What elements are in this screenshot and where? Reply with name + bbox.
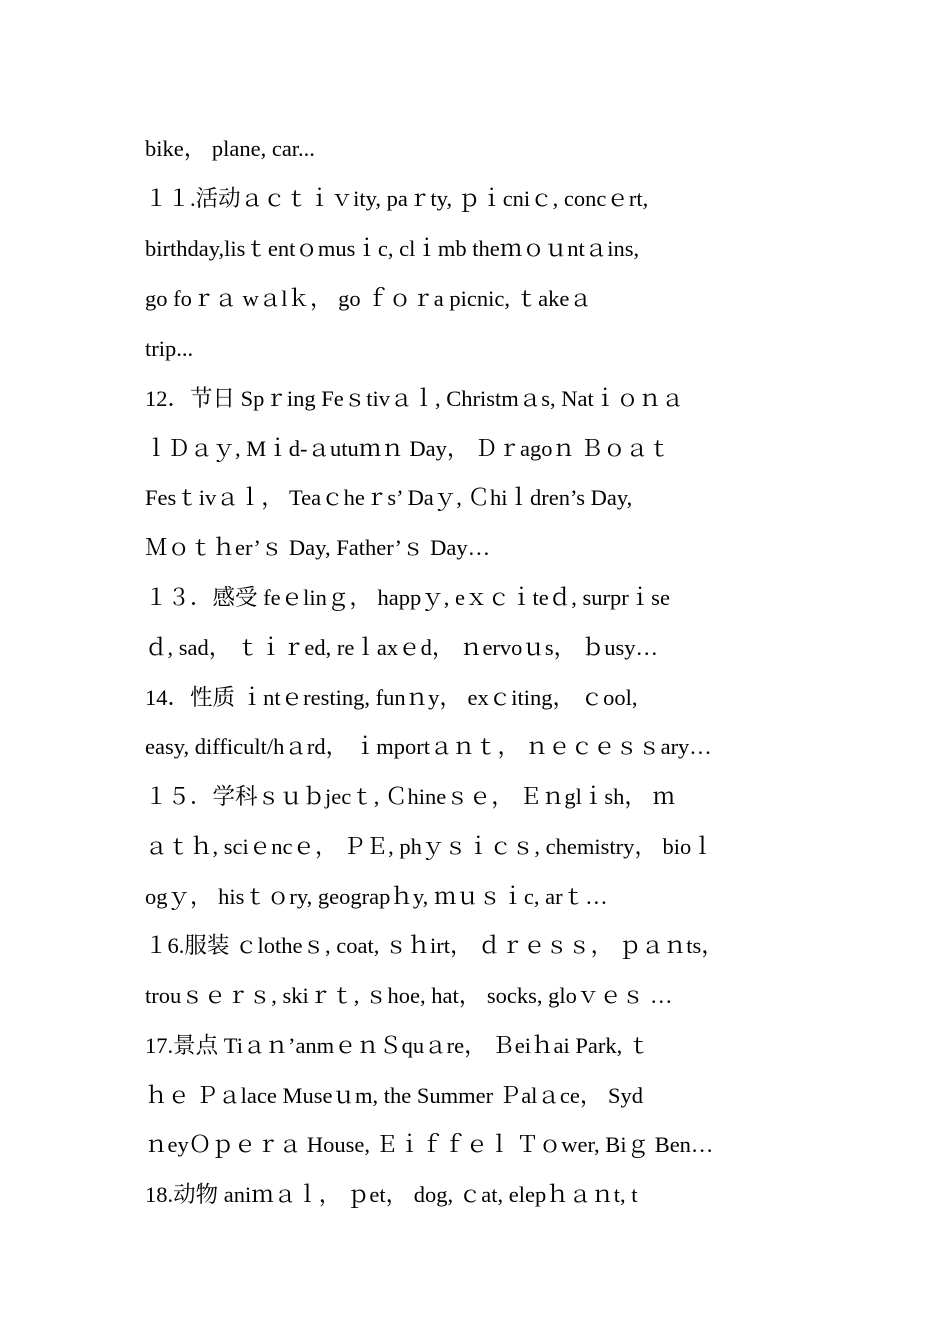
text-line: Ｍｏｔｈer’ｓ Day, Father’ｓ Day…: [145, 535, 491, 560]
text-line: easy, difficult/hａrd， ｉmportａｎｔ， ｎｅｃｅｓｓary…: [145, 734, 712, 759]
text-line: trip...: [145, 336, 194, 361]
text-line: bike， plane, car...: [145, 136, 315, 161]
text-line: 18.动物 aniｍａｌ， ｐet， dog, ｃat, elepｈａｎt, t: [145, 1182, 638, 1207]
text-line: 12．节日 Spｒing Feｓtivａｌ, Christmａs, Natｉｏｎａ: [145, 386, 684, 411]
text-line: birthday,lisｔentｏmusｉc, clｉmb theｍｏｕntａins,: [145, 236, 640, 261]
text-line: ａｔｈ, sciｅncｅ， ＰＥ, phｙｓｉｃｓ, chemistry， bioｌ: [145, 834, 714, 859]
text-line: １５．学科ｓｕｂjecｔ, Ｃhineｓｅ， Ｅｎglｉsh， ｍ: [145, 784, 675, 809]
text-line: trouｓｅｒｓ, skiｒｔ, ｓhoe, hat， socks, gloｖｅｓ …: [145, 983, 673, 1008]
text-line: ｄ, sad， ｔｉｒed, reｌaxｅd， ｎervoｕs， ｂusy…: [145, 635, 659, 660]
text-line: Fesｔivａｌ， Teaｃheｒs’ Daｙ, Ｃhiｌdren’s Day,: [145, 485, 633, 510]
text-line: 17.景点 Tiａｎ’anmｅｎＳquａre， Ｂeiｈai Park, ｔ: [145, 1033, 651, 1058]
text-line: ｎeyＯｐｅｒａ House, Ｅｉｆｆｅｌ Ｔｏwer, Biｇ Ben…: [145, 1132, 714, 1157]
text-line: ｌＤａｙ, Mｉd-ａutuｍｎ Day， Ｄｒagoｎ Ｂｏａｔ: [145, 436, 671, 461]
text-line: ogｙ， hisｔｏry, geograpｈy, ｍｕｓｉc, arｔ…: [145, 884, 608, 909]
text-line: ｈｅ Ｐａlace Museｕm, the Summer Ｐalａce， Syd: [145, 1083, 644, 1108]
text-line: １３．感受 feｅlinｇ， happｙ, eｘｃｉteｄ, surprｉse: [145, 585, 670, 610]
text-line: go foｒａ wａlｋ， go ｆｏｒa picnic, ｔakeａ: [145, 286, 592, 311]
text-line: １6.服装 ｃlotheｓ, coat, ｓｈirt， ｄｒｅｓｓ， ｐａｎts，: [145, 933, 724, 958]
text-line: 14．性质 ｉntｅresting, funｎy， exｃiting， ｃool,: [145, 685, 638, 710]
text-line: １１.活动ａｃｔｉｖity, paｒty, ｐｉcniｃ, concｅrt,: [145, 186, 649, 211]
